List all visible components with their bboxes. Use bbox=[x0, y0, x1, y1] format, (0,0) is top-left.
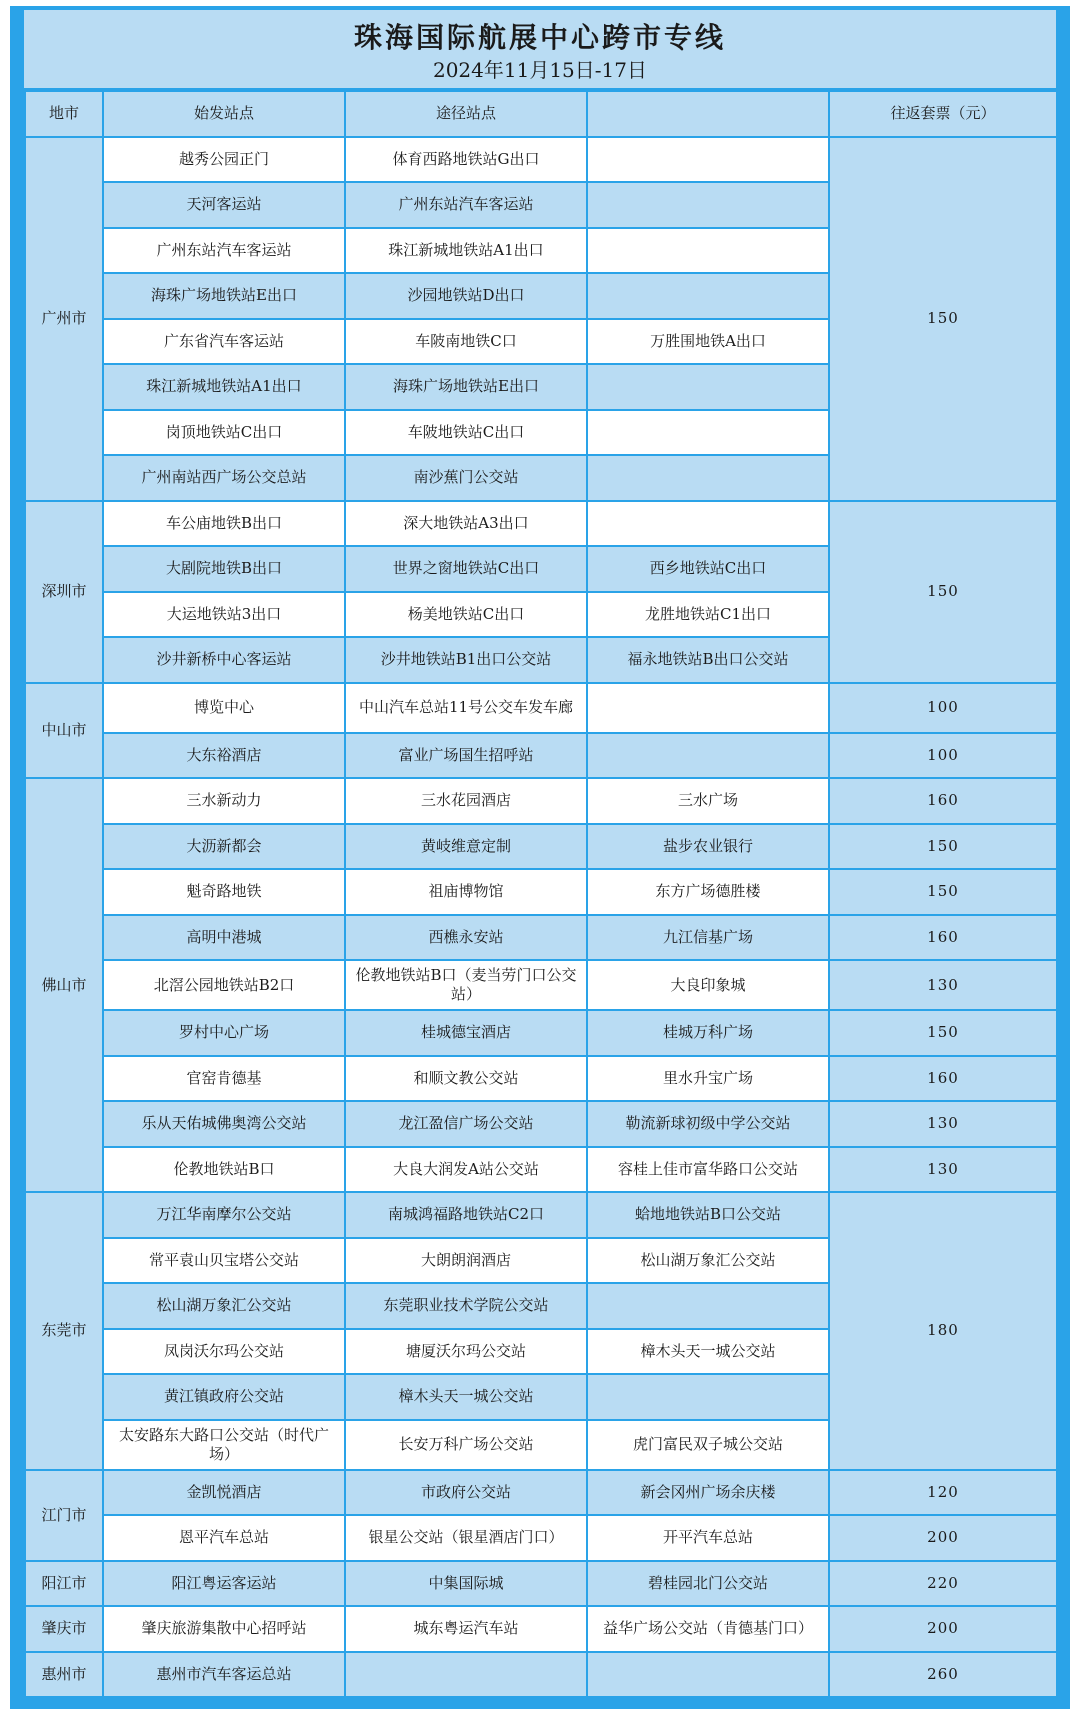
via-station-cell: 祖庙博物馆 bbox=[345, 869, 587, 915]
table-row bbox=[25, 1147, 1057, 1193]
via-station-cell bbox=[345, 1652, 587, 1698]
via2-station-cell bbox=[587, 683, 829, 733]
via2-station-cell: 万胜围地铁A出口 bbox=[587, 319, 829, 365]
table-row bbox=[25, 1056, 1057, 1102]
via-station-cell: 南沙蕉门公交站 bbox=[345, 455, 587, 501]
via2-station-cell bbox=[587, 733, 829, 779]
route-table bbox=[24, 90, 1058, 1698]
via-station-cell: 车陂南地铁C口 bbox=[345, 319, 587, 365]
price-cell: 160 bbox=[829, 915, 1057, 961]
price-cell: 100 bbox=[829, 683, 1057, 733]
price-cell: 220 bbox=[829, 1561, 1057, 1607]
table-row bbox=[25, 824, 1057, 870]
via-station-cell: 塘厦沃尔玛公交站 bbox=[345, 1329, 587, 1375]
start-station-cell: 珠江新城地铁站A1出口 bbox=[103, 364, 345, 410]
start-station-cell: 罗村中心广场 bbox=[103, 1010, 345, 1056]
via-station-cell: 黄岐维意定制 bbox=[345, 824, 587, 870]
table-row bbox=[25, 1101, 1057, 1147]
via2-station-cell bbox=[587, 228, 829, 274]
via-station-cell: 银星公交站（银星酒店门口） bbox=[345, 1515, 587, 1561]
via2-station-cell: 益华广场公交站（肯德基门口） bbox=[587, 1606, 829, 1652]
header-city: 地市 bbox=[25, 91, 103, 137]
table-row bbox=[25, 1606, 1057, 1652]
via2-station-cell bbox=[587, 137, 829, 183]
via2-station-cell bbox=[587, 1652, 829, 1698]
table-row bbox=[25, 137, 1057, 183]
table-row bbox=[25, 1470, 1057, 1516]
start-station-cell: 车公庙地铁B出口 bbox=[103, 501, 345, 547]
table-row bbox=[25, 683, 1057, 733]
via-station-cell: 中山汽车总站11号公交车发车廊 bbox=[345, 683, 587, 733]
table-header-row bbox=[25, 91, 1057, 137]
via2-station-cell: 三水广场 bbox=[587, 778, 829, 824]
start-station-cell: 肇庆旅游集散中心招呼站 bbox=[103, 1606, 345, 1652]
price-cell: 200 bbox=[829, 1606, 1057, 1652]
price-cell: 180 bbox=[829, 1192, 1057, 1470]
city-cell: 深圳市 bbox=[25, 501, 103, 683]
table-row bbox=[25, 778, 1057, 824]
start-station-cell: 黄江镇政府公交站 bbox=[103, 1374, 345, 1420]
via-station-cell: 伦教地铁站B口（麦当劳门口公交站） bbox=[345, 960, 587, 1010]
via-station-cell: 西樵永安站 bbox=[345, 915, 587, 961]
start-station-cell: 广东省汽车客运站 bbox=[103, 319, 345, 365]
price-cell: 100 bbox=[829, 733, 1057, 779]
via2-station-cell bbox=[587, 501, 829, 547]
start-station-cell: 魁奇路地铁 bbox=[103, 869, 345, 915]
start-station-cell: 北滘公园地铁站B2口 bbox=[103, 960, 345, 1010]
via2-station-cell: 桂城万科广场 bbox=[587, 1010, 829, 1056]
start-station-cell: 太安路东大路口公交站（时代广场） bbox=[103, 1420, 345, 1470]
start-station-cell: 博览中心 bbox=[103, 683, 345, 733]
city-cell: 阳江市 bbox=[25, 1561, 103, 1607]
table-row bbox=[25, 960, 1057, 1010]
start-station-cell: 大沥新都会 bbox=[103, 824, 345, 870]
poster-header bbox=[24, 10, 1056, 88]
start-station-cell: 伦教地铁站B口 bbox=[103, 1147, 345, 1193]
start-station-cell: 三水新动力 bbox=[103, 778, 345, 824]
via-station-cell: 杨美地铁站C出口 bbox=[345, 592, 587, 638]
table-row bbox=[25, 1010, 1057, 1056]
via2-station-cell: 龙胜地铁站C1出口 bbox=[587, 592, 829, 638]
start-station-cell: 松山湖万象汇公交站 bbox=[103, 1283, 345, 1329]
city-cell: 惠州市 bbox=[25, 1652, 103, 1698]
start-station-cell: 万江华南摩尔公交站 bbox=[103, 1192, 345, 1238]
via2-station-cell bbox=[587, 273, 829, 319]
via-station-cell: 中集国际城 bbox=[345, 1561, 587, 1607]
price-cell: 150 bbox=[829, 869, 1057, 915]
via2-station-cell: 福永地铁站B出口公交站 bbox=[587, 637, 829, 683]
table-row bbox=[25, 915, 1057, 961]
header-via: 途径站点 bbox=[345, 91, 587, 137]
price-cell: 130 bbox=[829, 1147, 1057, 1193]
via-station-cell: 沙园地铁站D出口 bbox=[345, 273, 587, 319]
start-station-cell: 越秀公园正门 bbox=[103, 137, 345, 183]
via2-station-cell: 九江信基广场 bbox=[587, 915, 829, 961]
via2-station-cell: 勒流新球初级中学公交站 bbox=[587, 1101, 829, 1147]
city-cell: 中山市 bbox=[25, 683, 103, 779]
via2-station-cell bbox=[587, 1374, 829, 1420]
via2-station-cell bbox=[587, 182, 829, 228]
via-station-cell: 南城鸿福路地铁站C2口 bbox=[345, 1192, 587, 1238]
price-cell: 160 bbox=[829, 1056, 1057, 1102]
via-station-cell: 海珠广场地铁站E出口 bbox=[345, 364, 587, 410]
start-station-cell: 天河客运站 bbox=[103, 182, 345, 228]
start-station-cell: 大运地铁站3出口 bbox=[103, 592, 345, 638]
city-cell: 佛山市 bbox=[25, 778, 103, 1192]
price-cell: 150 bbox=[829, 1010, 1057, 1056]
city-cell: 肇庆市 bbox=[25, 1606, 103, 1652]
via-station-cell: 长安万科广场公交站 bbox=[345, 1420, 587, 1470]
via-station-cell: 珠江新城地铁站A1出口 bbox=[345, 228, 587, 274]
via2-station-cell bbox=[587, 1283, 829, 1329]
start-station-cell: 岗顶地铁站C出口 bbox=[103, 410, 345, 456]
via2-station-cell bbox=[587, 364, 829, 410]
header-price: 往返套票（元） bbox=[829, 91, 1057, 137]
via-station-cell: 广州东站汽车客运站 bbox=[345, 182, 587, 228]
price-cell: 160 bbox=[829, 778, 1057, 824]
start-station-cell: 广州南站西广场公交总站 bbox=[103, 455, 345, 501]
price-cell: 150 bbox=[829, 824, 1057, 870]
price-cell: 260 bbox=[829, 1652, 1057, 1698]
price-cell: 120 bbox=[829, 1470, 1057, 1516]
via-station-cell: 东莞职业技术学院公交站 bbox=[345, 1283, 587, 1329]
via2-station-cell: 容桂上佳市富华路口公交站 bbox=[587, 1147, 829, 1193]
price-cell: 130 bbox=[829, 1101, 1057, 1147]
via2-station-cell: 新会冈州广场余庆楼 bbox=[587, 1470, 829, 1516]
price-cell: 130 bbox=[829, 960, 1057, 1010]
table-row bbox=[25, 1652, 1057, 1698]
via-station-cell: 大良大润发A站公交站 bbox=[345, 1147, 587, 1193]
table-row bbox=[25, 501, 1057, 547]
via-station-cell: 市政府公交站 bbox=[345, 1470, 587, 1516]
via-station-cell: 世界之窗地铁站C出口 bbox=[345, 546, 587, 592]
start-station-cell: 恩平汽车总站 bbox=[103, 1515, 345, 1561]
start-station-cell: 大剧院地铁B出口 bbox=[103, 546, 345, 592]
via-station-cell: 城东粤运汽车站 bbox=[345, 1606, 587, 1652]
via2-station-cell: 虎门富民双子城公交站 bbox=[587, 1420, 829, 1470]
start-station-cell: 常平袁山贝宝塔公交站 bbox=[103, 1238, 345, 1284]
price-cell: 150 bbox=[829, 501, 1057, 683]
via-station-cell: 大朗朗润酒店 bbox=[345, 1238, 587, 1284]
via2-station-cell: 松山湖万象汇公交站 bbox=[587, 1238, 829, 1284]
table-row bbox=[25, 1192, 1057, 1238]
city-cell: 广州市 bbox=[25, 137, 103, 501]
page-title: 珠海国际航展中心跨市专线 bbox=[353, 21, 726, 54]
table-row bbox=[25, 1561, 1057, 1607]
via2-station-cell bbox=[587, 410, 829, 456]
header-via2 bbox=[587, 91, 829, 137]
via2-station-cell: 开平汽车总站 bbox=[587, 1515, 829, 1561]
city-cell: 东莞市 bbox=[25, 1192, 103, 1470]
header-start: 始发站点 bbox=[103, 91, 345, 137]
table-row bbox=[25, 1515, 1057, 1561]
via-station-cell: 深大地铁站A3出口 bbox=[345, 501, 587, 547]
date-range: 2024年11月15日-17日 bbox=[432, 58, 647, 82]
start-station-cell: 沙井新桥中心客运站 bbox=[103, 637, 345, 683]
start-station-cell: 惠州市汽车客运总站 bbox=[103, 1652, 345, 1698]
via-station-cell: 富业广场国生招呼站 bbox=[345, 733, 587, 779]
via-station-cell: 沙井地铁站B1出口公交站 bbox=[345, 637, 587, 683]
start-station-cell: 官窑肯德基 bbox=[103, 1056, 345, 1102]
price-cell: 150 bbox=[829, 137, 1057, 501]
via2-station-cell: 蛤地地铁站B口公交站 bbox=[587, 1192, 829, 1238]
table-row bbox=[25, 869, 1057, 915]
via-station-cell: 体育西路地铁站G出口 bbox=[345, 137, 587, 183]
via-station-cell: 和顺文教公交站 bbox=[345, 1056, 587, 1102]
start-station-cell: 乐从天佑城佛奥湾公交站 bbox=[103, 1101, 345, 1147]
start-station-cell: 阳江粤运客运站 bbox=[103, 1561, 345, 1607]
via-station-cell: 三水花园酒店 bbox=[345, 778, 587, 824]
price-cell: 200 bbox=[829, 1515, 1057, 1561]
via2-station-cell: 里水升宝广场 bbox=[587, 1056, 829, 1102]
start-station-cell: 金凯悦酒店 bbox=[103, 1470, 345, 1516]
via2-station-cell bbox=[587, 455, 829, 501]
via2-station-cell: 大良印象城 bbox=[587, 960, 829, 1010]
start-station-cell: 高明中港城 bbox=[103, 915, 345, 961]
via2-station-cell: 樟木头天一城公交站 bbox=[587, 1329, 829, 1375]
city-cell: 江门市 bbox=[25, 1470, 103, 1561]
via-station-cell: 桂城德宝酒店 bbox=[345, 1010, 587, 1056]
via-station-cell: 龙江盈信广场公交站 bbox=[345, 1101, 587, 1147]
start-station-cell: 凤岗沃尔玛公交站 bbox=[103, 1329, 345, 1375]
via-station-cell: 樟木头天一城公交站 bbox=[345, 1374, 587, 1420]
start-station-cell: 海珠广场地铁站E出口 bbox=[103, 273, 345, 319]
via2-station-cell: 西乡地铁站C出口 bbox=[587, 546, 829, 592]
via2-station-cell: 东方广场德胜楼 bbox=[587, 869, 829, 915]
table-row bbox=[25, 733, 1057, 779]
via2-station-cell: 盐步农业银行 bbox=[587, 824, 829, 870]
via2-station-cell: 碧桂园北门公交站 bbox=[587, 1561, 829, 1607]
start-station-cell: 大东裕酒店 bbox=[103, 733, 345, 779]
start-station-cell: 广州东站汽车客运站 bbox=[103, 228, 345, 274]
via-station-cell: 车陂地铁站C出口 bbox=[345, 410, 587, 456]
